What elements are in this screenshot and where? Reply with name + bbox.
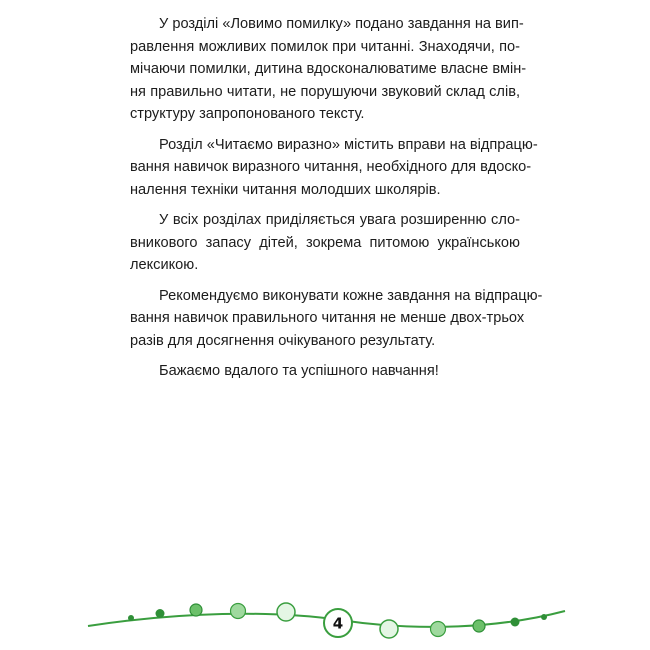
text-line: ня правильно читати, не порушуючи звуковий склад слів, — [130, 83, 520, 100]
text-line: вання навичок виразного читання, необхідного для вдоско- — [130, 159, 532, 175]
text-line: Рекомендуємо виконувати кожне завдання на відпрацю- — [159, 287, 543, 304]
page-text — [130, 13, 543, 391]
green-dot — [473, 620, 485, 632]
green-dot — [541, 614, 547, 620]
green-dot — [380, 620, 398, 638]
green-dot — [190, 604, 202, 616]
paragraph-lovymo-pomylku — [130, 13, 527, 126]
text-line: лексикою. — [130, 257, 199, 273]
text-line: У розділі «Ловимо помилку» подано завдання на вип- — [159, 16, 524, 32]
text-line: Розділ «Читаємо виразно» містить вправи на відпрацю- — [159, 136, 538, 153]
text-line: вання навичок правильного читання не менше двох-трьох — [130, 310, 525, 326]
text-line: структуру запропонованого тексту. — [130, 106, 365, 122]
green-dot — [156, 609, 165, 618]
text-line: налення техніки читання молодших школярів. — [130, 181, 441, 198]
text-line: равлення можливих помилок при читанні. Знаходячи, по- — [130, 38, 520, 55]
green-dot — [277, 603, 295, 621]
paragraph-chytaiemo-vyrazno — [130, 134, 538, 202]
green-dot — [511, 618, 520, 627]
text-line: разів для досягнення очікуваного результату. — [130, 332, 436, 349]
text-line: мічаючи помилки, дитина вдосконалюватиме власне вмін- — [130, 61, 527, 77]
text-line: Бажаємо вдалого та успішного навчання! — [159, 363, 439, 379]
paragraph-vocabulary — [130, 209, 520, 277]
footer-decoration — [0, 590, 650, 650]
paragraph-wishes — [130, 360, 520, 383]
green-dot — [128, 615, 134, 621]
paragraph-recommendation — [130, 285, 543, 353]
green-dot — [431, 622, 446, 637]
green-dot — [231, 604, 246, 619]
text-line: вникового запасу дітей, зокрема питомою українською — [130, 234, 520, 251]
page-number: 4 — [332, 614, 344, 633]
text-line: У всіх розділах приділяється увага розширенню сло- — [159, 212, 520, 228]
